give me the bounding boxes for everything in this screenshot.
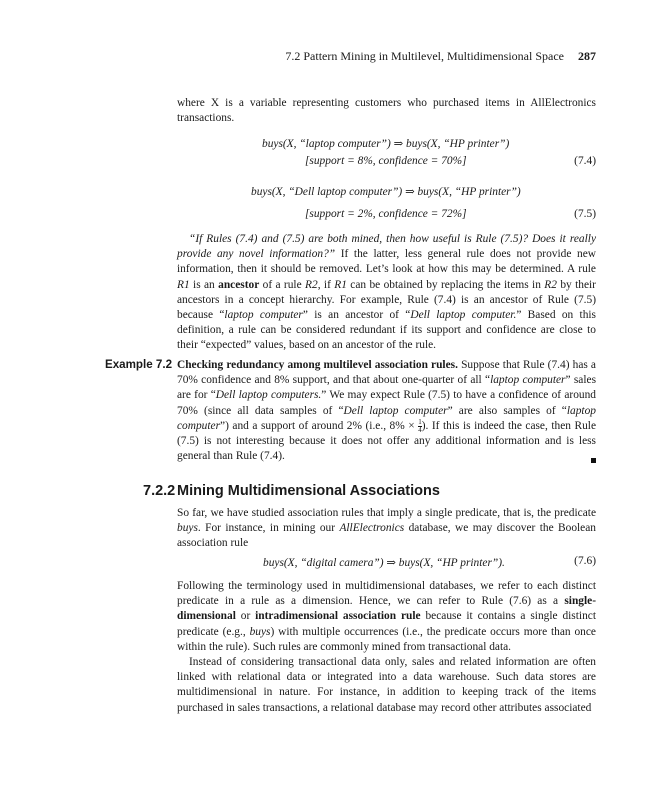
equation-7-4-number: (7.4)	[574, 155, 596, 167]
equation-7-4-line1: buys(X, “laptop computer”) ⇒ buys(X, “HP printer”)	[262, 138, 510, 150]
page-number: 287	[578, 49, 596, 63]
fraction-one-quarter: $\frac{1}{4}$	[418, 417, 422, 434]
example-label: Example 7.2	[105, 358, 173, 371]
section-number: 7.2.2	[143, 483, 176, 499]
equation-7-4-line2: [support = 8%, confidence = 70%]	[305, 155, 467, 167]
running-header	[0, 49, 596, 64]
intro-paragraph: where X is a variable representing customers who purchased items in AllElectronics transactions.	[177, 97, 596, 125]
term-single-dimensional: single-dimensional	[177, 595, 596, 623]
equation-7-6-number: (7.6)	[574, 555, 596, 567]
equation-7-5-number: (7.5)	[574, 208, 596, 220]
redundancy-paragraph: “If Rules (7.4) and (7.5) are both mined, then how useful is Rule (7.5)? Does it really provide any novel information?” If the latter, less general rule does not provide new information, then it should be removed. Let’s look at how this may be determined. A rule R1 is an ancestor of a rule R2, if R1 can be obtained by replacing the items in R2 by their ancestors in a concept hierarchy. For example, Rule (7.4) is an ancestor of Rule (7.5) because “laptop computer” is an ancestor of “Dell laptop computer.” Based on this definition, a rule can be considered redundant if its support and confidence are close to their “expected” values, based on an ancestor of the rule.	[177, 233, 596, 352]
multidimensional-paragraph: Instead of considering transactional data only, sales and related information are often linked with relational data or integrated into a data warehouse. Such data stores are multidimensional in nature. For instance, in addition to keeping track of the items purchased in sales transactions, a relational database may record other attributes associated	[177, 656, 596, 714]
term-ancestor: ancestor	[218, 278, 260, 291]
end-of-example-mark	[591, 458, 596, 463]
section-title: Mining Multidimensional Associations	[177, 483, 440, 499]
equation-7-5-line2: [support = 2%, confidence = 72%]	[305, 208, 467, 220]
example-title: Checking redundancy among multilevel association rules.	[177, 359, 458, 371]
equation-7-6: buys(X, “digital camera”) ⇒ buys(X, “HP printer”).	[263, 557, 505, 569]
equation-7-5-line1: buys(X, “Dell laptop computer”) ⇒ buys(X, “HP printer”)	[251, 186, 521, 198]
running-title: 7.2 Pattern Mining in Multilevel, Multidimensional Space	[285, 49, 564, 63]
section-intro-paragraph: So far, we have studied association rules that imply a single predicate, that is, the predicate buys. For instance, in mining our AllElectronics database, we may discover the Boolean association rule	[177, 507, 596, 550]
term-intradimensional: intradimensional association rule	[255, 610, 421, 623]
dimension-paragraph: Following the terminology used in multidimensional databases, we refer to each distinct predicate in a rule as a dimension. Hence, we can refer to Rule (7.6) as a single-dimensional or intradimensional association rule because it contains a single distinct predicate (e.g., buys) with multiple occurrences (i.e., the predicate occurs more than once within the rule). Such rules are commonly mined from transactional data.	[177, 580, 596, 653]
example-body: Checking redundancy among multilevel association rules. Suppose that Rule (7.4) has a 70% confidence and 8% support, and that about one-quarter of all “laptop computer” sales are for “Dell laptop computers.” We may expect Rule (7.5) to have a confidence of around 70% (since all data samples of “Dell laptop computer” are also samples of “laptop computer”) and a support of around 2% (i.e., 8% × $\frac{1}{4}$ ). If this is indeed the case, then Rule (7.5) is not interesting because it does not offer any additional information and is less general than Rule (7.4).	[177, 359, 596, 463]
